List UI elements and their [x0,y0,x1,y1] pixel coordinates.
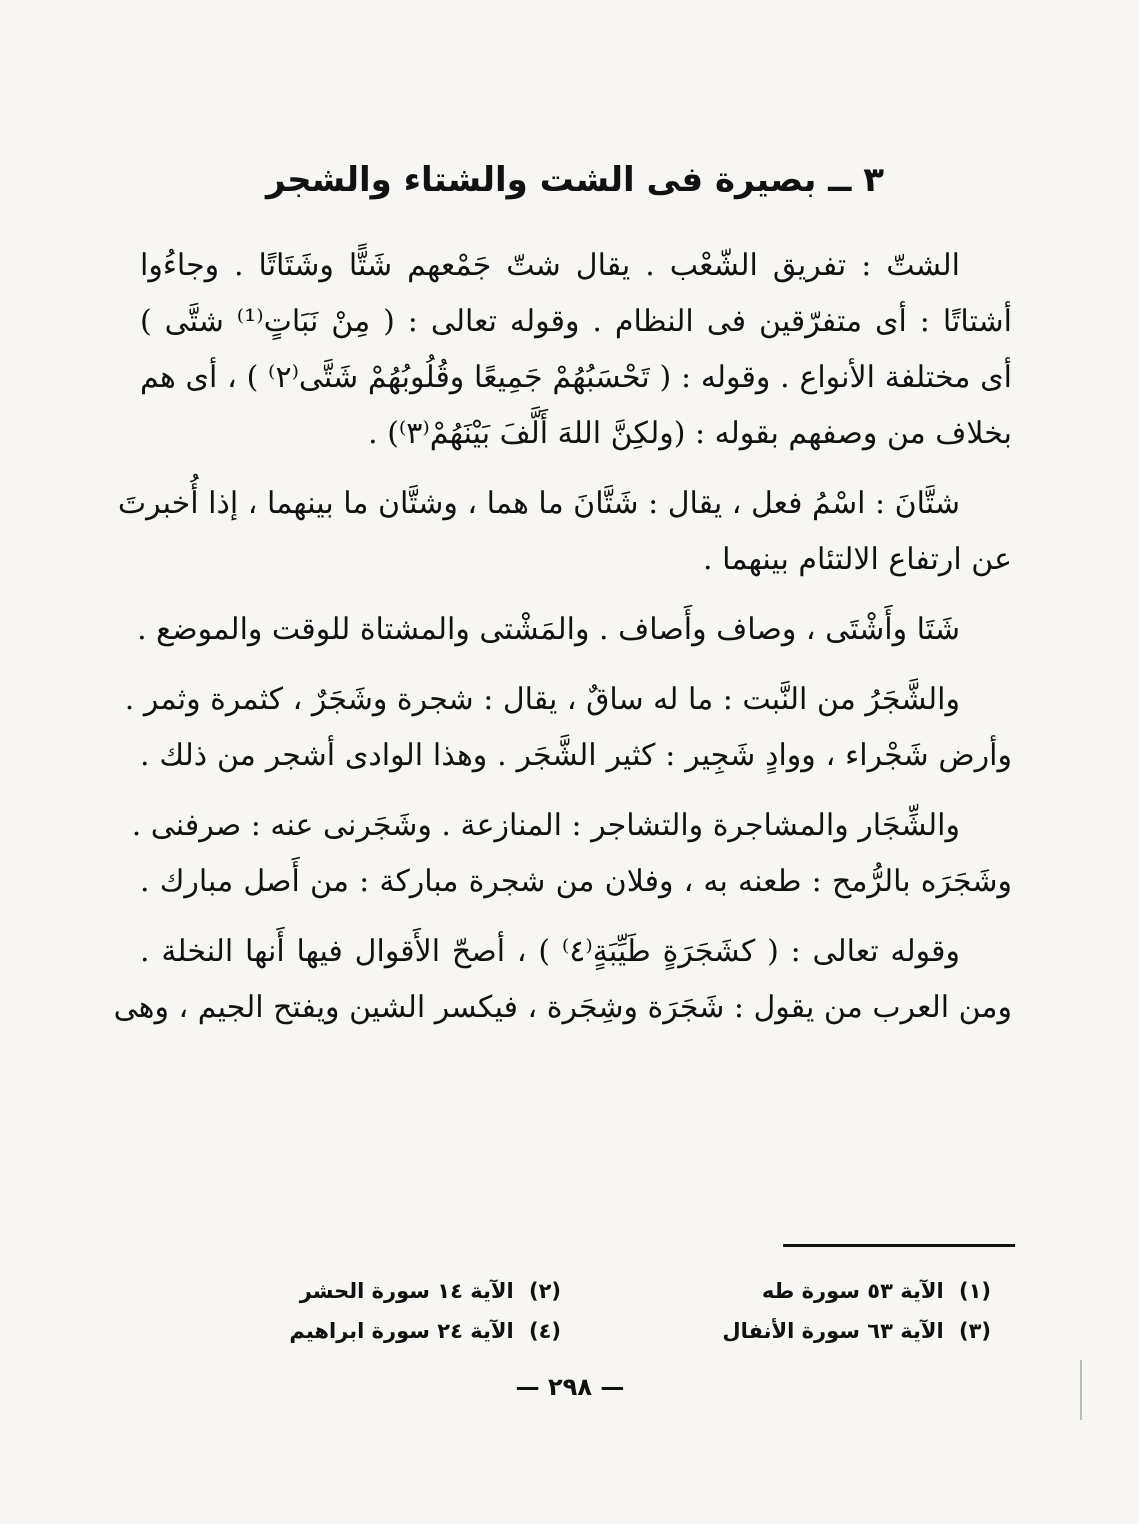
text-line: شتَّانَ : اسْمُ فعل ، يقال : شَتَّانَ ما هما ، وشتَّان ما بينهما ، إذا أُخبرتَ [117,486,960,521]
text-line: شَتَا وأَشْتَى ، وصاف وأَصاف . والمَشْتى والمشتاة للوقت والموضع . [137,612,960,647]
footnote-number: (٣) [958,1319,991,1343]
footnote-text: الآية ٦٣ سورة الأنفال [722,1319,944,1343]
footnote-1 [762,1276,991,1306]
text-line: والشَّجَرُ من النَّبت : ما له ساقٌ ، يقال : شجرة وشَجَرٌ ، كثمرة وثمر . [124,682,960,717]
footnote-4 [289,1316,561,1346]
paragraph-5 [131,798,1013,910]
scan-edge-mark [1080,1360,1082,1420]
footnote-number: (٢) [528,1279,561,1303]
text-line: عن ارتفاع الالتئام بينهما . [703,542,1012,577]
text-line: أشتاتًا : أى متفرّقين فى النظام . وقوله تعالى : ( مِنْ نَبَاتٍ⁽¹⁾ شتَّى ) [140,304,1013,339]
paragraph-2 [117,476,1012,588]
text-line: وأرض شَجْراء ، ووادٍ شَجِير : كثير الشَّجَر . وهذا الوادى أشجر من ذلك . [140,738,1012,773]
footnote-3 [722,1316,991,1346]
text-line: وشَجَرَه بالرُّمح : طعنه به ، وفلان من شجرة مباركة : من أَصل مبارك . [140,864,1013,899]
text-line: بخلاف من وصفهم بقوله : (ولكِنَّ اللهَ أَلَّفَ بَيْنَهُمْ⁽٣⁾) . [368,416,1012,451]
paragraph-3 [137,602,1012,658]
paragraph-4 [124,672,1012,784]
text-line: الشتّ : تفريق الشّعْب . يقال شتّ جَمْعهم شَتًّا وشَتَاتًا . وجاءُوا [140,248,960,283]
footnote-number: (٤) [528,1319,561,1343]
text-line: والشِّجَار والمشاجرة والتشاجر : المنازعة . وشَجَرنى عنه : صرفنى . [131,808,960,843]
footnote-text: الآية ١٤ سورة الحشر [299,1279,514,1303]
footnote-number: (١) [958,1279,991,1303]
footnote-2 [300,1276,561,1306]
body-text [113,238,1013,1050]
text-line: وقوله تعالى : ( كشَجَرَةٍ طَيِّبَةٍ⁽٤⁾ ) ، أصحّ الأَقوال فيها أَنها النخلة . [140,934,960,969]
footnote-divider [783,1244,1015,1247]
paragraph-6 [113,924,1012,1036]
footnote-text: الآية ٥٣ سورة طه [761,1279,944,1303]
section-title: ٣ ــ بصيرة فى الشت والشتاء والشجر [265,160,885,200]
footnote-text: الآية ٢٤ سورة ابراهيم [289,1319,514,1343]
page-number: — ٢٩٨ — [515,1373,625,1401]
paragraph-1 [140,238,1012,462]
text-line: أى مختلفة الأنواع . وقوله : ( تَحْسَبُهُمْ جَمِيعًا وقُلُوبُهُمْ شَتَّى⁽٢⁾ ) ، أى هم [140,360,1012,395]
text-line: ومن العرب من يقول : شَجَرَة وشِجَرة ، فيكسر الشين ويفتح الجيم ، وهى [113,990,1012,1025]
